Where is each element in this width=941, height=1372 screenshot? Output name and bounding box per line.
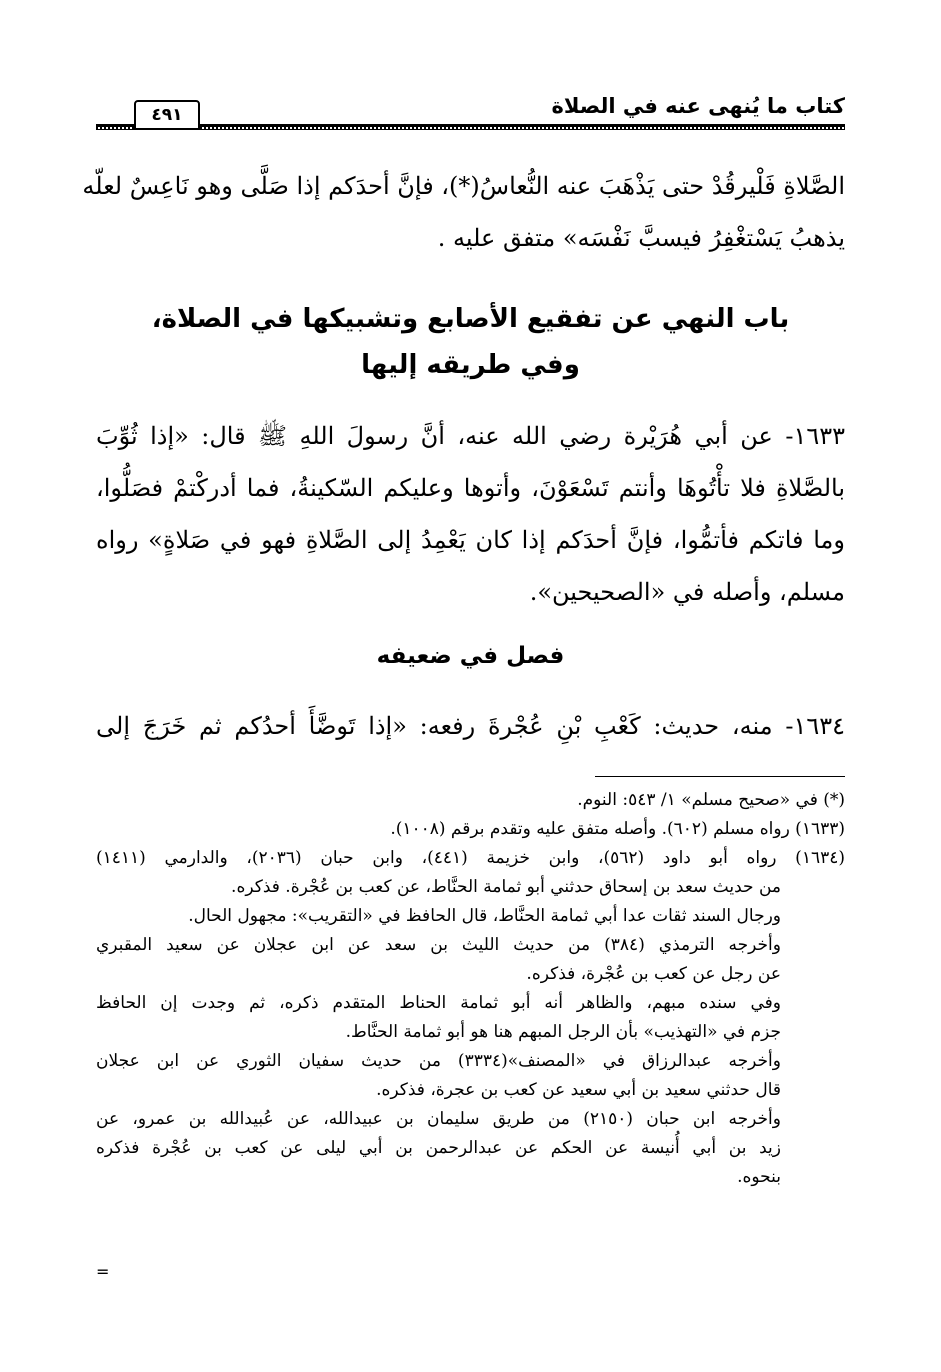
intro-paragraph [82, 160, 845, 264]
header-title: كتاب ما يُنهى عنه في الصلاة [551, 94, 845, 118]
footnote-line: جزم في «التهذيب» بأن الرجل المبهم هنا هو أبو ثمامة الحنَّاط. [345, 1022, 781, 1042]
section-heading: فصل في ضعيفه [376, 643, 565, 669]
footnote-line: (١٦٣٣) رواه مسلم (٦٠٢). وأصله متفق عليه وتقدم برقم (١٠٠٨). [390, 819, 845, 839]
footnote-line: وأخرجه عبدالرزاق في «المصنف»(٣٣٣٤) من حديث سفيان الثوري عن ابن عجلان [96, 1051, 781, 1071]
footnote-line: وأخرجه ابن حبان (٢١٥٠) من طريق سليمان بن عبيدالله، عن عُبيدالله بن عمرو، عن [96, 1109, 781, 1129]
hadith-1634-paragraph [96, 700, 845, 752]
chapter-heading-line: وفي طريقه إليها [361, 350, 580, 380]
footnote-line: من حديث سعد بن إسحاق حدثني أبو ثمامة الحنَّاط، عن كعب بن عُجْرة. فذكره. [231, 877, 781, 897]
text-line: مسلم، وأصله في «الصحيحين». [529, 578, 845, 606]
text-line: يذهبُ يَسْتغْفِرُ فيسبَّ نَفْسَه» متفق عليه . [437, 224, 845, 252]
footnotes [96, 786, 845, 1192]
hadith-1633-paragraph [96, 410, 845, 618]
chapter-heading-line: باب النهي عن تفقيع الأصابع وتشبيكها في الصلاة، [151, 304, 790, 334]
footnote-line: وأخرجه الترمذي (٣٨٤) من حديث الليث بن سعد عن ابن عجلان عن سعيد المقبري [96, 935, 781, 955]
text-line: وما فاتكم فأتمُّوا، فإنَّ أحدَكم إذا كان يَعْمِدُ إلى الصَّلاةِ فهو في صَلاةٍ» رواه [96, 526, 846, 554]
continuation-mark: = [96, 1262, 110, 1281]
page-number: ٤٩١ [134, 100, 200, 130]
footnote-line: عن رجل عن كعب بن عُجْرة، فذكره. [526, 964, 781, 984]
footnote-line: وفي سنده مبهم، والظاهر أنه أبو ثمامة الحناط المتقدم ذكره، ثم وجدت إن الحافظ [96, 993, 781, 1013]
text-line: ١٦٣٣- عن أبي هُرَيْرة رضي الله عنه، أنَّ رسولَ اللهِ ﷺ قال: «إذا ثُوِّبَ [96, 422, 845, 450]
footnote-line: زيد بن أبي أُنيسة عن الحكم عن عبدالرحمن بن أبي ليلى عن كعب بن عُجْرة فذكره [96, 1138, 781, 1158]
footnote-line: (١٦٣٤) رواه أبو داود (٥٦٢)، وابن خزيمة (٤٤١)، وابن حبان (٢٠٣٦)، والدارمي (١٤١١) [96, 848, 845, 868]
chapter-heading [96, 296, 845, 388]
text-line: ١٦٣٤- منه، حديث: كَعْبِ بْنِ عُجْرةَ رفعه: «إذا تَوضَّأَ أحدُكم ثم خَرَجَ إلى [96, 712, 845, 740]
footnote-separator [595, 776, 845, 777]
page-header [96, 86, 845, 138]
footnote-line: (*) في «صحيح مسلم» ١/ ٥٤٣: النوم. [577, 790, 845, 810]
header-rule-pattern [96, 127, 845, 129]
text-line: بالصَّلاةِ فلا تأْتُوهَا وأنتم تَسْعَوْنَ، وأتوها وعليكم السّكينةُ، فما أدركْتمْ فصَلُّوا، [96, 474, 845, 502]
footnote-line: ورجال السند ثقات عدا أبي ثمامة الحنَّاط، قال الحافظ في «التقريب»: مجهول الحال. [188, 906, 781, 926]
footnote-line: بنحوه. [737, 1167, 781, 1187]
footnote-line: قال حدثني سعيد بن أبي سعيد عن كعب بن عجرة، فذكره. [376, 1080, 781, 1100]
text-line: الصَّلاةِ فَلْيرقُدْ حتى يَذْهَبَ عنه النُّعاسُ(*)، فإنَّ أحدَكم إذا صَلَّى وهو نَاعِسٌ لعلّه [82, 172, 845, 200]
